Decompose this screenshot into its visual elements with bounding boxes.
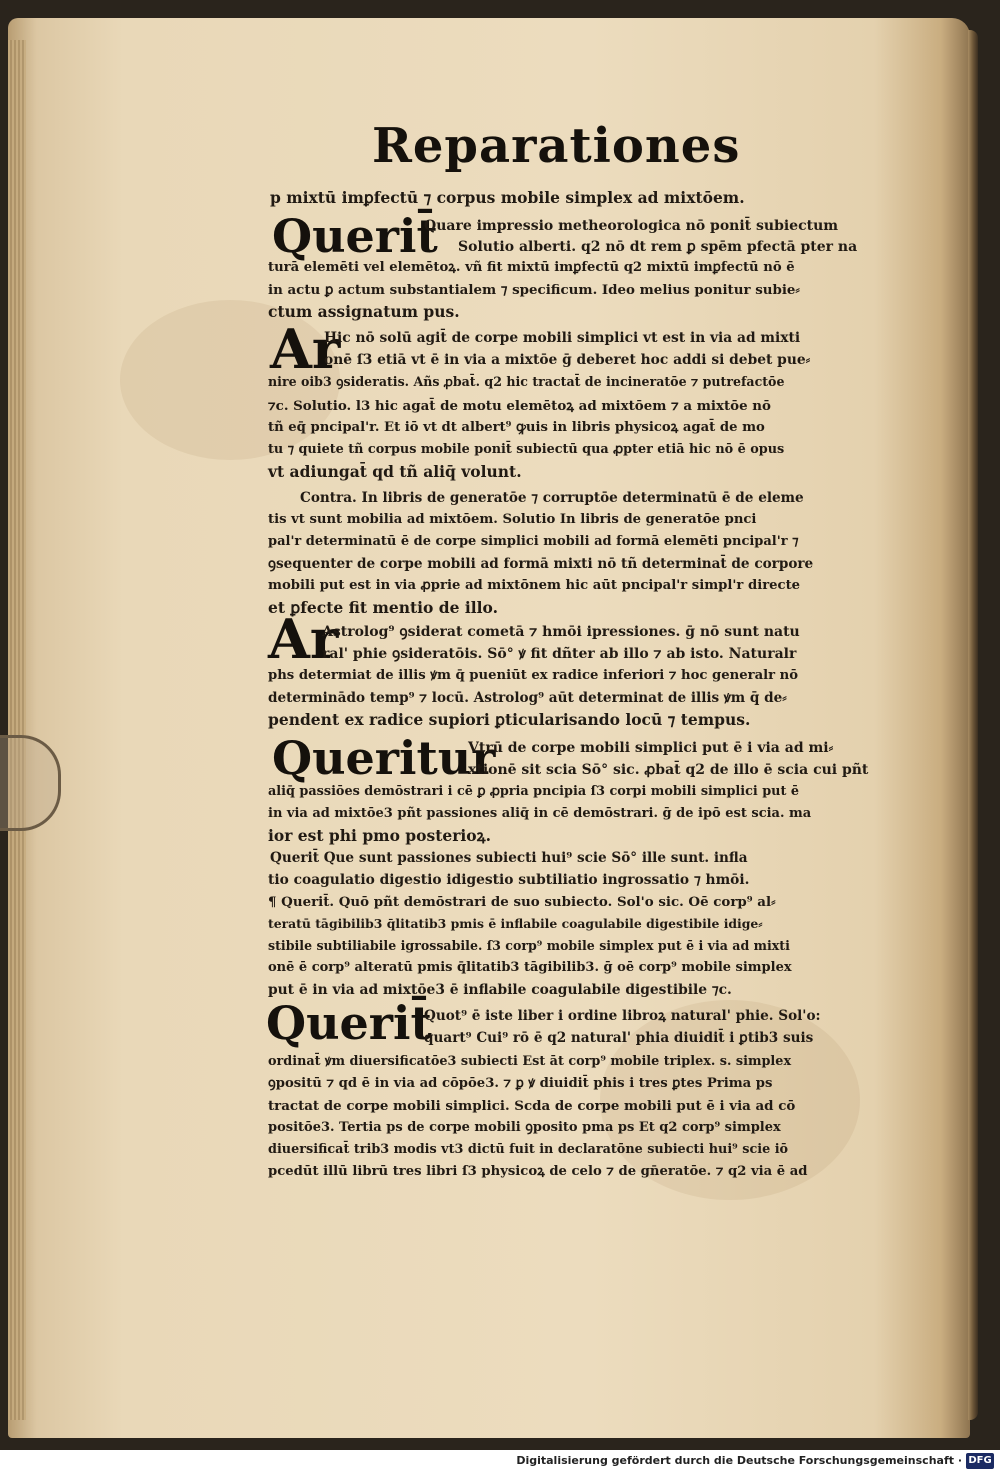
- text-line: Quot⁹ ē iste liber i ordine libroꝝ natural' phie. Sol'o:: [424, 1008, 821, 1024]
- text-line: Contra. In libris de generatōe ⁊ corruptōe determinatū ē de eleme: [300, 490, 804, 506]
- text-line: turā elemēti vel elemētoꝝ. vñ fit mixtū imꝑfectū q2 mixtū imꝑfectū nō ē: [268, 260, 795, 275]
- text-line: tio coagulatio digestio idigestio subtiliatio ingrossatio ⁊ hmōi.: [268, 872, 750, 888]
- text-line: tis vt sunt mobilia ad mixtōem. Solutio In libris de generatōe pnci: [268, 512, 757, 527]
- text-line: ior est phi pmo posterioꝝ.: [268, 826, 491, 845]
- text-line: ꝯsequenter de corpe mobili ad formā mixti nō tñ determinat̄ de corpore: [268, 556, 814, 572]
- text-line: ꝯpositū ⁊ qd ē in via ad cōpōe3. ⁊ ꝑ ꝟ diuidit̄ phis i tres ꝑtes Prima ps: [268, 1076, 773, 1091]
- initial-querit: Querit̄: [266, 996, 432, 1050]
- text-line: nire oib3 ꝯsideratis. Añs ꝓbat̄. q2 hic tractat̄ de incineratōe ⁊ putrefactōe: [268, 374, 785, 389]
- text-line: tu ⁊ quiete tñ corpus mobile ponit̄ subiectū qua ꝓpter etiā hic nō ē opus: [268, 442, 785, 457]
- text-line: et ꝑfecte fit mentio de illo.: [268, 598, 499, 617]
- dfg-logo: DFG: [966, 1453, 994, 1469]
- text-line: Hic nō solū agit̄ de corpe mobili simplici vt est in via ad mixti: [324, 330, 801, 346]
- initial-ar: Ar: [270, 317, 341, 381]
- text-line: ctum assignatum pus.: [268, 302, 460, 321]
- page-stack-right: [968, 30, 978, 1420]
- text-line: Solutio alberti. q2 nō dt rem ꝑ spēm pfectā pter na: [458, 239, 858, 255]
- text-line: Querit̄ Que sunt passiones subiecti hui⁹ scie Sō° ille sunt. infla: [270, 850, 748, 866]
- text-line: ordinat̄ ꝟm diuersificatōe3 subiecti Est āt corp⁹ mobile triplex. s. simplex: [268, 1054, 792, 1069]
- text-line: Vtrū de corpe mobili simplici put ē i via ad mi⸗: [468, 740, 834, 756]
- text-line: diuersificat̄ trib3 modis vt3 dictū fuit in declaratōne subiecti hui⁹ scie iō: [268, 1142, 789, 1157]
- text-line: onē ē corp⁹ alteratū pmis q̄litatib3 tāgibilib3. ḡ oē corp⁹ mobile simplex: [268, 960, 792, 975]
- text-line: xtionē sit scia Sō° sic. ꝓbat̄ q2 de illo ē scia cui pñt: [468, 762, 869, 778]
- text-line: in via ad mixtōe3 pñt passiones aliq̄ in cē demōstrari. ḡ de ipō est scia. ma: [268, 806, 812, 821]
- text-line: pcedūt illū librū tres libri ſ3 physicoꝝ de celo ⁊ de gn̄eratōe. ⁊ q2 via ē ad: [268, 1164, 808, 1179]
- text-line: ral' phie ꝯsideratōis. Sō° ꝟ fit dñter ab illo ⁊ ab isto. Naturalr: [322, 646, 797, 662]
- text-line: p mixtū imꝑfectū ⁊ corpus mobile simplex ad mixtōem.: [270, 188, 745, 207]
- text-line: positōe3. Tertia ps de corpe mobili ꝯposito pma ps Et q2 corp⁹ simplex: [268, 1120, 781, 1135]
- text-line: ⁊c. Solutio. l3 hic agat̄ de motu elemētoꝝ ad mixtōem ⁊ a mixtōe nō: [268, 398, 771, 414]
- text-line: aliq̄ passiōes demōstrari i cē ꝑ ꝓpria pncipia ſ3 corpi mobili simplici put ē: [268, 784, 799, 799]
- text-line: tñ eq̄ pncipal'r. Et iō vt dt albert⁹ ꝙuis in libris physicoꝝ agat̄ de mo: [268, 420, 765, 435]
- text-line: vt adiungat̄ qd tñ aliq̄ volunt.: [268, 462, 522, 481]
- text-line: pendent ex radice supiori ꝑticularisando locū ⁊ tempus.: [268, 710, 751, 729]
- text-line: mobili put est in via ꝓprie ad mixtōnem hic aūt pncipal'r simpl'r directe: [268, 578, 801, 593]
- text-line: in actu ꝑ actum substantialem ⁊ specificum. Ideo melius ponitur subie⸗: [268, 282, 800, 298]
- text-line: teratū tāgibilib3 q̄litatib3 pmis ē inflabile coagulabile digestibile idige⸗: [268, 916, 763, 931]
- text-line: quart⁹ Cui⁹ rō ē q2 natural' phia diuidit̄ i ꝑtib3 suis: [424, 1030, 814, 1046]
- text-line: phs determiat de illis ꝟm q̄ pueniūt ex radice inferiori ⁊ hoc generalr nō: [268, 668, 799, 683]
- text-line: onē ſ3 etiā vt ē in via a mixtōe ḡ deberet hoc addi si debet pue⸗: [324, 352, 811, 368]
- text-line: stibile subtiliabile igrossabile. ſ3 corp⁹ mobile simplex put ē i via ad mixti: [268, 938, 790, 953]
- text-line: Astrolog⁹ ꝯsiderat cometā ⁊ hmōi ipressiones. ḡ nō sunt natu: [322, 624, 800, 640]
- text-line: put ē in via ad mixtōe3 ē inflabile coagulabile digestibile ⁊c.: [268, 982, 732, 998]
- footer-credit: Digitalisierung gefördert durch die Deutsche Forschungsgemeinschaft ·: [516, 1454, 962, 1467]
- running-head: Reparationes: [372, 118, 741, 174]
- text-line: determinādo temp⁹ ⁊ locū. Astrolog⁹ aūt determinat de illis ꝟm q̄ de⸗: [268, 690, 787, 706]
- text-line: pal'r determinatū ē de corpe simplici mobili ad formā elemēti pncipal'r ⁊: [268, 534, 799, 549]
- text-line: Quare impressio metheorologica nō ponit̄ subiectum: [424, 218, 839, 234]
- initial-ar: Ar: [268, 607, 339, 671]
- text-line: ¶ Querit̄. Quō pñt demōstrari de suo subiecto. Sol'o sic. Oē corp⁹ al⸗: [268, 894, 776, 910]
- initial-querit: Querit̄: [272, 209, 438, 263]
- page-stack-left: [8, 40, 26, 1420]
- initial-queritur: Queritur: [272, 731, 496, 785]
- text-line: tractat de corpe mobili simplici. Scda de corpe mobili put ē i via ad cō: [268, 1098, 796, 1114]
